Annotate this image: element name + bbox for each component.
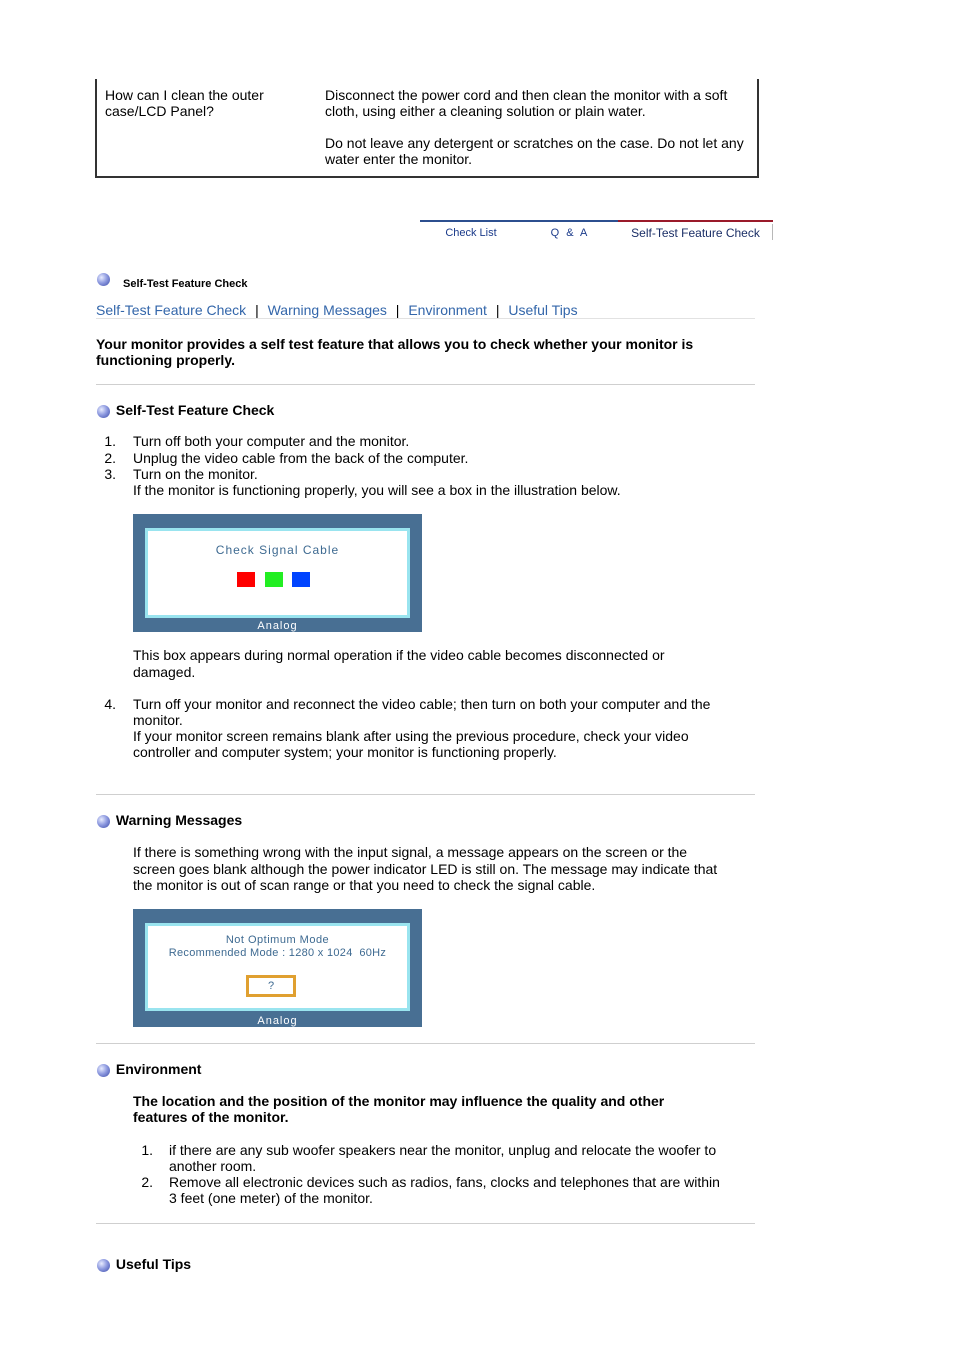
nav-separator: | [255,302,259,318]
qa-table [95,79,759,178]
check-signal-box [133,514,422,632]
divider [96,1043,755,1044]
qa-answer-p2: Do not leave any detergent or scratches on the case. Do not let any water enter the monitor. [325,135,744,167]
bullet-icon [97,815,110,828]
divider [96,384,755,385]
useful-tips-heading [97,1256,191,1272]
nav-link-useful-tips[interactable]: Useful Tips [508,302,578,318]
self-test-title: Self-Test Feature Check [115,402,275,418]
page-title: Self-Test Feature Check [123,278,248,290]
nav-link-environment[interactable]: Environment [408,302,487,318]
tab-bar [420,220,773,248]
warning-title: Warning Messages [115,812,243,828]
not-optimum-box [133,909,422,1027]
warning-heading [97,812,242,828]
blue-square [292,572,310,587]
environment-lead: The location and the position of the monitor may influence the quality and other features of the monitor. [133,1093,665,1125]
divider [96,1223,755,1224]
tab-separator [772,224,773,240]
green-square [265,572,283,587]
analog-label: Analog [257,1015,298,1027]
qa-answer-p1: Disconnect the power cord and then clean the monitor with a soft cloth, using either a cleaning solution or plain water. [325,87,728,119]
tab-check-list[interactable]: Check List [445,227,497,239]
red-square [237,572,255,587]
nav-divider [96,318,755,319]
recommended-mode-line: Recommended Mode : 1280 x 1024 60Hz [168,947,387,959]
environment-heading [97,1061,201,1077]
tab-q-and-a[interactable]: Q & A [550,227,590,239]
nav-separator: | [495,302,500,318]
nav-separator: | [395,302,400,318]
check-signal-screen [145,528,410,618]
tab-self-test[interactable]: Self-Test Feature Check [631,226,760,240]
question-button: ? [246,975,296,997]
divider [96,794,755,795]
not-optimum-line1: Not Optimum Mode [225,934,330,946]
step3-note: If the monitor is functioning properly, you will see a box in the illustration below. [133,482,621,498]
section-nav [96,302,756,318]
step4-note: If your monitor screen remains blank after using the previous procedure, check your video controller and computer system; your monitor is functioning properly. [133,728,689,760]
not-optimum-screen [145,923,410,1011]
self-test-heading [97,402,274,418]
box-note: This box appears during normal operation if the video cable becomes disconnected or damaged. [133,647,665,680]
qa-answer [325,87,750,183]
bullet-icon [97,1064,110,1077]
nav-link-self-test[interactable]: Self-Test Feature Check [96,302,247,318]
qa-question: How can I clean the outer case/LCD Panel? [105,87,264,119]
warning-text: If there is something wrong with the input signal, a message appears on the screen or the screen goes blank although the power indicator LED is still on. The message may indicate that the monitor is out of scan range or that you need to check the signal cable. [133,844,718,893]
analog-label: Analog [257,620,298,632]
bullet-icon [97,273,110,286]
bullet-icon [97,1259,110,1272]
useful-tips-title: Useful Tips [115,1256,192,1272]
check-signal-title: Check Signal Cable [215,543,340,557]
page-title-row [97,270,110,286]
intro-text: Your monitor provides a self test feature that allows you to check whether your monitor is functioning properly. [96,336,694,368]
environment-title: Environment [115,1061,202,1077]
bullet-icon [97,405,110,418]
nav-link-warning[interactable]: Warning Messages [267,302,387,318]
